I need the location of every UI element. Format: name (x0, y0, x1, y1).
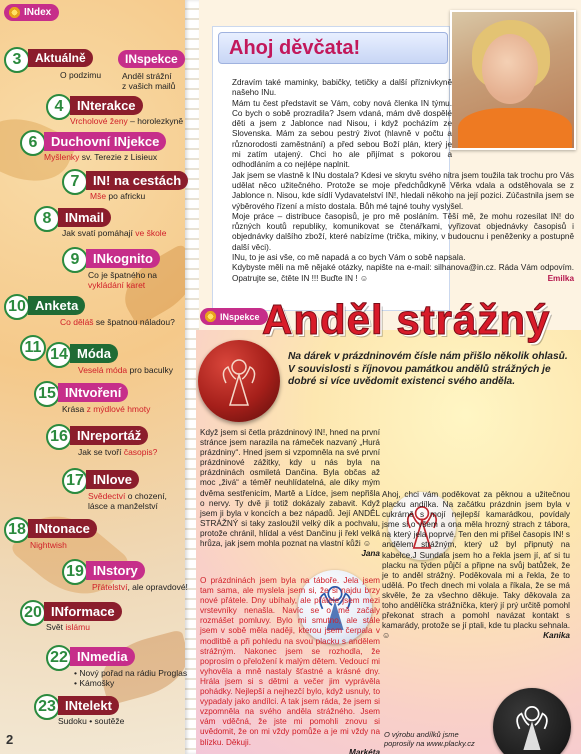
angel-icon (216, 353, 262, 409)
story-column-2: O prázdninách jsem byla na táboře. Jela jsem tam sama, ale myslela jsem si, že si najdu brzy nové přátele. Dny ubíhaly, ale přátele jsem mezi vrstevníky nenašla. Navíc se o mě začaly rozmášet pomluvy. Bylo mi smutno, ale stále jsem v sobě měla naději, kterou jsem čerpala v modlitbě a při pohledu na svou placku s andělem strážným. Nakonec jsem se rozhodla, že poprosím o přeložení k malým dětem. Vedoucí mi vyhověla a mně nastaly šťastné a krásné dny. Hrála jsem si s dětmi a večer jim vyprávěla pohádky. Nejlepší a nejhezčí bylo, když usnuly, to vypadaly jako andílci. A tak jsem ráda, že jsem si vzpomněla na svého anděla strážného. Jsem vám vděčná, že jste mi pomohli znovu si uvědomit, že on mi vždy pomůže a je mi vždy na blízku. Děkuji. Markéta (200, 576, 380, 754)
index-page-number: 3 (4, 47, 30, 73)
index-page-number: 20 (20, 600, 46, 626)
index-title[interactable]: Aktuálně (28, 49, 93, 67)
angel-title: Anděl strážný (262, 296, 551, 343)
badge-caption: O výrobu andílků jsme poprosily na www.placky.cz (384, 730, 475, 748)
index-desc: z vašich mailů (122, 81, 176, 91)
index-title[interactable]: INreportáž (70, 426, 148, 445)
index-desc: • Kámošky (74, 678, 115, 688)
index-title[interactable]: INkognito (86, 249, 160, 268)
index-page-number: 16 (46, 424, 72, 450)
index-page-number: 10 (4, 294, 30, 320)
index-page-number: 14 (46, 342, 72, 368)
index-desc: Nightwish (30, 540, 67, 550)
index-desc: Mše po africku (90, 191, 146, 201)
index-title[interactable]: INtonace (28, 519, 97, 538)
index-page-number: 15 (34, 381, 60, 407)
index-desc: O podzimu (60, 70, 102, 80)
flower-icon (204, 310, 217, 323)
index-desc: Sudoku • soutěže (58, 716, 125, 726)
index-page-number: 4 (46, 94, 72, 120)
index-title[interactable]: INterakce (70, 96, 143, 115)
index-desc: • Nový pořad na rádiu Proglas (74, 668, 188, 678)
index-desc: Jak svatí pomáhají ve škole (62, 228, 167, 238)
index-desc: Vrcholové ženy – horolezkyně (70, 116, 184, 126)
angel-lead: Na dárek v prázdninovém čísle nám přišlo několik ohlasů. V souvislosti s říjnovou památkou andělů strážných je dobré si více uvědomit existenci svého anděla. (288, 351, 568, 387)
index-desc: Co děláš se špatnou náladou? (60, 317, 175, 327)
angel-badge-red (198, 340, 280, 422)
index-page-number: 23 (34, 694, 60, 720)
index-page-number: 6 (20, 130, 46, 156)
index-desc: Anděl strážní (122, 71, 172, 81)
index-page-number: 18 (4, 517, 30, 543)
index-desc: vykládání karet (88, 280, 146, 290)
index-page-number: 22 (46, 645, 72, 671)
index-title[interactable]: INformace (44, 602, 122, 621)
index-title[interactable]: INlove (86, 470, 139, 489)
index-title[interactable]: INtvoření (58, 383, 128, 402)
index-badge: INdex (4, 4, 59, 21)
hello-title: Ahoj děvčata! (218, 32, 448, 64)
story-signature: Kanika (543, 631, 570, 641)
index-title-inspekce[interactable]: INspekce (118, 50, 185, 68)
index-desc: Veselá móda pro baculky (78, 365, 173, 375)
story-column-4: Ahoj, chci vám poděkovat za pěknou a užitečnou placku andílka. Na začátku prázdnin jsem byla v cukrárně s mojí nejlepší kamarádkou, povídaly jsme si o všem a ona měla hrozný strach z tábora, na který jela poprvé. Ten den mi přišel časopis IN! s andělem strážným, který už byl připnutý na kabelce.J Sundala jsem ho a řekla jsem jí, ať si tu placku na týden půjčí a připne na svůj batůžek, že je to anděl strážný. Poděkovala mi a řekla, že to udělá. Po třech dnech mi volala a říkala, že se má skvěle, že za všechno děkuje. Taky děkovala za toho andělíčka strážníčka, který jí prý určitě pomohl překonat strach a pomohl navázat kontakt s kamarády, protože se jí ptali, kde tu placku sehnala. ☺ Kanika (382, 490, 570, 641)
inspekce-tag: INspekce (200, 308, 268, 325)
story-signature: Jana (361, 549, 380, 559)
page-number: 2 (6, 732, 14, 747)
index-page-number: 8 (34, 206, 60, 232)
index-title[interactable]: INtelekt (58, 696, 119, 715)
index-title[interactable]: Duchovní INjekce (44, 132, 166, 151)
index-title[interactable]: INmail (58, 208, 111, 227)
index-title[interactable]: INstory (86, 561, 145, 580)
index-desc: Krása z mýdlové hmoty (62, 404, 151, 414)
index-desc: Přátelství, ale opravdové! (92, 582, 188, 592)
flower-icon (8, 6, 21, 19)
index-title[interactable]: IN! na cestách (86, 171, 188, 190)
index-title[interactable]: INmedia (70, 647, 135, 666)
leaf-decoration (9, 496, 131, 614)
index-page-number: 9 (62, 247, 88, 273)
index-page-number: 11 (20, 335, 46, 361)
index-title[interactable]: Anketa (28, 296, 85, 315)
index-desc: Svět islámu (46, 622, 90, 632)
story-column-1: Když jsem si četla prázdninový IN!, hned na první stránce jsem narazila na rámeček nazvaný „Hurá prázdniny“. Hned jsem si vzpomněla na své první prázdninové zážitky, kdy u nás byla na prázdninách osmiletá Dančina. Byla občas až moc „živá“ a téměř neuhlídatelná, ale díky mým dvěma sestřenicím, Martě a Lídce, jsem nepřišla o nervy. Ty dvě ji totiž dokázaly zabavit. Když jsem ji byla v koncích a bez nápadů. Její ANDĚL STRÁŽNÝ si taky zasloužil velký dík a pochvalu, protože chránil, hlídal a vést Dančinu ji řekl velká hrůza, jak jsem mohla poznat na vlastní kůži ☺ Jana (200, 428, 380, 559)
index-desc: Svědectví o chození, lásce a manželství (88, 491, 167, 511)
index-desc: Myšlenky sv. Terezie z Lisieux (44, 152, 158, 162)
index-page-number: 7 (62, 169, 88, 195)
hello-body: Zdravím také maminky, babičky, tetičky a další příznivkyně našeho INu. Mám tu čest představit se Vám, coby nová členka IN týmu. Co bych o sobě prozradila? Jsem vdaná, mám dvě dospělé děti a jsem z Jablonce nad Nisou, i když pocházím ze Slovenska. Mám za sebou pestrý život (hlavně v počtu a různorodosti zaměstnání) a před sebou Boží plán, který je mi zatím utajený. Chci ho ale přijímat s pokorou a odhodláním a co nejlépe naplnit. Jak jsem se vlastně k INu dostala? Kdesi ve skrytu svého nitra jsem toužila tak trochu pro Vás udělat něco užitečného. Protože se moje předchůdkyně Věrka vdala a odstěhovala se z Jablonce n. Nisou, kde sídlí Vydavatelství IN!, hledali někoho na její pozici. Zúčastnila jsem se výběrového řízení a místo dostala. Bůh mé tajné touhy vyslyšel. Moje práce – distribuce časopisů, je pro mě posláním. Těší mě, že mohu rozesílat IN! do různých koutů republiky, komunikovat se čtenářkami, vyřizovat objednávky časopisů i objednávky dalšího zboží, které nabízíme (trička, mikiny, v budoucnu i peněženky a postupně další věci). INu, to je asi vše, co mě napadá a co bych Vám o sobě napsala. Kdybyste měli na mě nějaké otázky, napište na e-mail: silhanova@in.cz. Ráda Vám odpovím. Opatrujte se, čtěte IN !!! Buďte IN ! ☺ Emilka (232, 78, 574, 283)
index-desc: Jak se tvoří časopis? (78, 447, 158, 457)
hello-signature: Emilka (547, 273, 574, 283)
index-page-number: 17 (62, 468, 88, 494)
index-desc: Co je špatného na (88, 270, 157, 280)
index-page-number: 19 (62, 559, 88, 585)
angel-icon (510, 700, 554, 754)
index-title[interactable]: Móda (70, 344, 118, 363)
story-signature: Markéta (349, 747, 380, 754)
